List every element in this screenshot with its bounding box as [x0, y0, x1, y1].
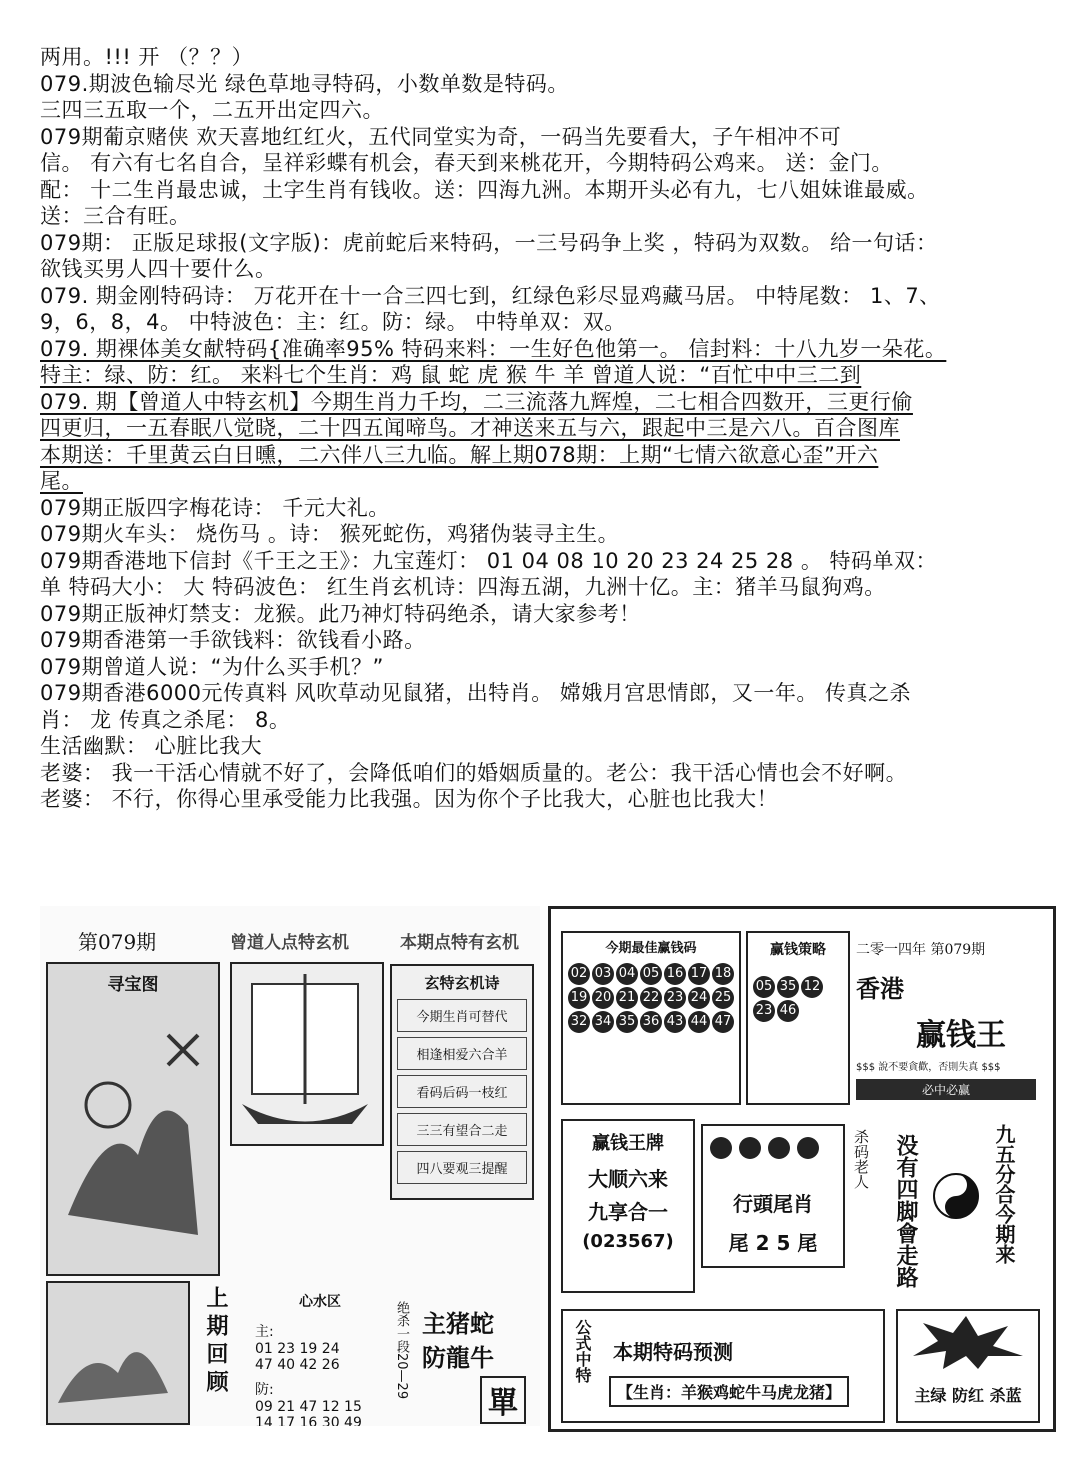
number-ball: 47: [712, 1011, 734, 1033]
number-ball: 44: [688, 1011, 710, 1033]
hk-title: 香港: [856, 975, 904, 1003]
number-ball: 12: [801, 976, 823, 998]
number-ball: 23: [753, 1000, 775, 1022]
text-line: 079期香港6000元传真料 风吹草动见鼠猪，出特肖。 嫦娥月宫思情郎，又一年。 传真之杀: [40, 681, 912, 705]
zhu-label: 主:: [255, 1324, 274, 1340]
king-poem-title: 赢钱王牌: [592, 1133, 664, 1154]
number-ball: 43: [664, 1011, 686, 1033]
zhu-numbers: 01 23 19 24: [255, 1341, 340, 1357]
tail-value: 尾 2 5 尾: [728, 1231, 818, 1255]
number-ball: 05: [753, 976, 775, 998]
bottom-color: 主绿 防红 杀蓝: [914, 1386, 1022, 1405]
number-ball: 19: [568, 987, 590, 1009]
left-panel: [40, 906, 540, 1426]
number-ball: 23: [664, 987, 686, 1009]
dollar-note: $$$ 說不要貪歡，否則失真 $$$: [856, 1062, 1001, 1073]
fang-label: 防:: [255, 1382, 274, 1398]
forecast-box: [561, 1309, 885, 1423]
nine-five: 九五分合今期来: [992, 1124, 1016, 1264]
king-poem-2: 九享合一: [588, 1200, 668, 1224]
number-ball: 18: [712, 963, 734, 985]
issue-number: 第079期: [78, 930, 157, 954]
number-ball: 35: [777, 976, 799, 998]
tail-title: 行頭尾肖: [733, 1192, 813, 1216]
heart-label: 心水区: [299, 1294, 341, 1310]
black-ball-icon: [739, 1137, 761, 1159]
text-line: 欲钱买男人四十要什么。: [40, 257, 277, 281]
number-ball: 04: [616, 963, 638, 985]
number-ball: 35: [616, 1011, 638, 1033]
header-a: 曾道人点特玄机: [230, 933, 349, 953]
forecast-title: 本期特码预测: [613, 1340, 733, 1364]
treasure-map: [46, 962, 220, 1276]
poem-title: 玄特玄机诗: [424, 974, 500, 992]
text-line: 单 特码大小： 大 特码波色： 红生肖玄机诗：四海五湖，九洲十亿。主：猪羊马鼠狗鸡。: [40, 575, 886, 599]
number-ball: 46: [777, 1000, 799, 1022]
past-review-image: [46, 1281, 190, 1425]
number-ball: 22: [640, 987, 662, 1009]
ball-row: [709, 1136, 843, 1164]
text-line-underlined: 079. 期裸体美女献特码{准确率95% 特码来料：一生好色他第一。 信封料：十八九岁一朵花。: [40, 336, 947, 361]
number-ball: 21: [616, 987, 638, 1009]
number-ball: 34: [592, 1011, 614, 1033]
number-ball: 36: [640, 1011, 662, 1033]
treasure-illustration: [48, 995, 214, 1265]
text-line: 079期火车头： 烧伤马 。诗： 猴死蛇伤，鸡猪伪装寻主生。: [40, 522, 620, 546]
fang-numbers-2: 14 17 16 30 49: [255, 1415, 362, 1426]
text-line: 配： 十二生肖最忠诚，土字生肖有钱收。送：四海九洲。本期开头必有九，七八姐妹谁最威。: [40, 177, 929, 202]
text-block: [40, 44, 1050, 813]
text-line: 两用。!!! 开 （？？）: [40, 45, 254, 69]
year-area: [856, 939, 1036, 1100]
poem-line: 今期生肖可替代: [397, 999, 527, 1032]
text-line-underlined: 079. 期【曾道人中特玄机】今期生肖力千均，二三流落九辉煌，二七相合四数开，三更行偷: [40, 389, 913, 414]
poem-line: 相逢相爱六合羊: [397, 1037, 527, 1070]
formula-label: 公式中特: [573, 1319, 592, 1383]
text-line: 079期葡京赌侠 欢天喜地红红火，五代同堂实为奇，一码当先要看大，子午相冲不可: [40, 124, 842, 149]
guard-zodiac: 防龍牛: [422, 1344, 494, 1372]
text-line: 079期曾道人说：“为什么买手机？”: [40, 654, 384, 679]
text-line: 信。 有六有七名自合，呈祥彩蝶有机会，春天到来桃花开，今期特码公鸡来。 送：金门。: [40, 151, 893, 175]
number-ball: 05: [640, 963, 662, 985]
killer-old: 杀码老人: [852, 1129, 870, 1189]
text-line: 老婆： 我一干活心情就不好了，会降低咱们的婚姻质量的。老公：我干活心情也会不好啊。: [40, 760, 908, 785]
header-b: 本期点特有玄机: [400, 933, 519, 953]
boat-illustration: [230, 962, 384, 1146]
number-ball: 25: [712, 987, 734, 1009]
text-line: 老婆： 不行，你得心里承受能力比我强。因为你个子比我大，心脏也比我大！: [40, 787, 779, 811]
tail-box: [701, 1124, 845, 1268]
king-numbers: (023567): [582, 1231, 674, 1252]
best-title: 今期最佳赢钱码: [605, 941, 697, 956]
text-line-underlined: 四更归，一五春眠八觉晓，二十四五闻啼鸟。才神送来五与六，跟起中三是六八。百合图库: [40, 416, 900, 440]
number-ball: 32: [568, 1011, 590, 1033]
black-ball-icon: [797, 1137, 819, 1159]
number-ball: 02: [568, 963, 590, 985]
main-zodiac: 主猪蛇: [422, 1310, 494, 1338]
best-numbers-box: [561, 931, 741, 1105]
text-line: 079期正版四字梅花诗： 千元大礼。: [40, 495, 390, 520]
treasure-title: 寻宝图: [107, 975, 159, 995]
text-line-underlined: 特主：绿、防：红。 来料七个生肖：鸡 鼠 蛇 虎 猴 牛 羊 曾道人说：“百忙中中三二到: [40, 363, 862, 387]
strategy-box: [746, 931, 850, 1105]
must-win: 必中必赢: [856, 1079, 1036, 1100]
black-ball-icon: [768, 1137, 790, 1159]
heart-area: [255, 1291, 385, 1426]
king-poem-1: 大顺六来: [588, 1167, 668, 1191]
poem-line: 四八要观三提醒: [397, 1151, 527, 1184]
black-ball-icon: [710, 1137, 732, 1159]
past-label: 上期回顾: [203, 1286, 228, 1398]
strategy-numbers: [748, 965, 848, 1033]
king-poem-box: [561, 1119, 695, 1293]
single-label: 單: [480, 1376, 526, 1424]
kill-label: 绝杀一段20—29: [394, 1301, 409, 1400]
number-ball: 24: [688, 987, 710, 1009]
text-line: 三四三五取一个，二五开出定四六。: [40, 98, 384, 122]
text-line: 079期正版神灯禁支：龙猴。此乃神灯特码绝杀，请大家参考！: [40, 601, 641, 626]
text-line: 生活幽默： 心脏比我大: [40, 734, 263, 758]
collage-image: [40, 906, 1050, 1426]
text-line: 079. 期金刚特码诗： 万花开在十一合三四七到，红绿色彩尽显鸡藏马居。 中特尾数： 1、7、: [40, 283, 941, 308]
text-line: 079期香港地下信封《千王之王》：九宝莲灯： 01 04 08 10 20 23 24 25 28 。 特码单双：: [40, 548, 938, 573]
text-line: 079.期波色输尽光 绿色草地寻特码，小数单数是特码。: [40, 71, 569, 96]
poem-box: [390, 964, 534, 1200]
number-ball: 16: [664, 963, 686, 985]
text-line: 肖： 龙 传真之杀尾： 8。: [40, 707, 291, 732]
color-box: [896, 1309, 1040, 1423]
yin-yang-icon: [931, 1171, 981, 1221]
text-line: 9，6，8，4。 中特波色：主：红。防：绿。 中特单双：双。: [40, 310, 626, 334]
number-ball: 17: [688, 963, 710, 985]
text-line-underlined: 尾。: [40, 469, 83, 493]
best-numbers: [563, 960, 739, 1036]
fang-numbers: 09 21 47 12 15: [255, 1399, 362, 1415]
text-line: 079期： 正版足球报(文字版)：虎前蛇后来特码，一三号码争上奖 ，特码为双数。 给一句话：: [40, 230, 938, 255]
right-panel: [548, 906, 1056, 1432]
forecast-zodiac: 【生肖：羊猴鸡蛇牛马虎龙猪】: [609, 1376, 849, 1407]
poem-line: 看码后码一枝红: [397, 1075, 527, 1108]
year-issue: 二零一四年 第079期: [856, 942, 986, 958]
text-line-underlined: 本期送：千里黄云白日曛，二六伴八三九临。解上期078期：上期“七情六欲意心歪”开六: [40, 442, 879, 467]
king-title: 赢钱王: [916, 1018, 1006, 1053]
strategy-title: 赢钱策略: [770, 942, 826, 958]
text-line: 079期香港第一手欲钱料：欲钱看小路。: [40, 628, 426, 652]
number-ball: 03: [592, 963, 614, 985]
poem-line: 三三有望合二走: [397, 1113, 527, 1146]
number-ball: 20: [592, 987, 614, 1009]
zhu-numbers-2: 47 40 42 26: [255, 1357, 340, 1373]
burst-icon: [898, 1311, 1034, 1371]
no-foot: 没有四脚會走路: [893, 1134, 918, 1288]
text-line: 送：三合有旺。: [40, 204, 191, 228]
